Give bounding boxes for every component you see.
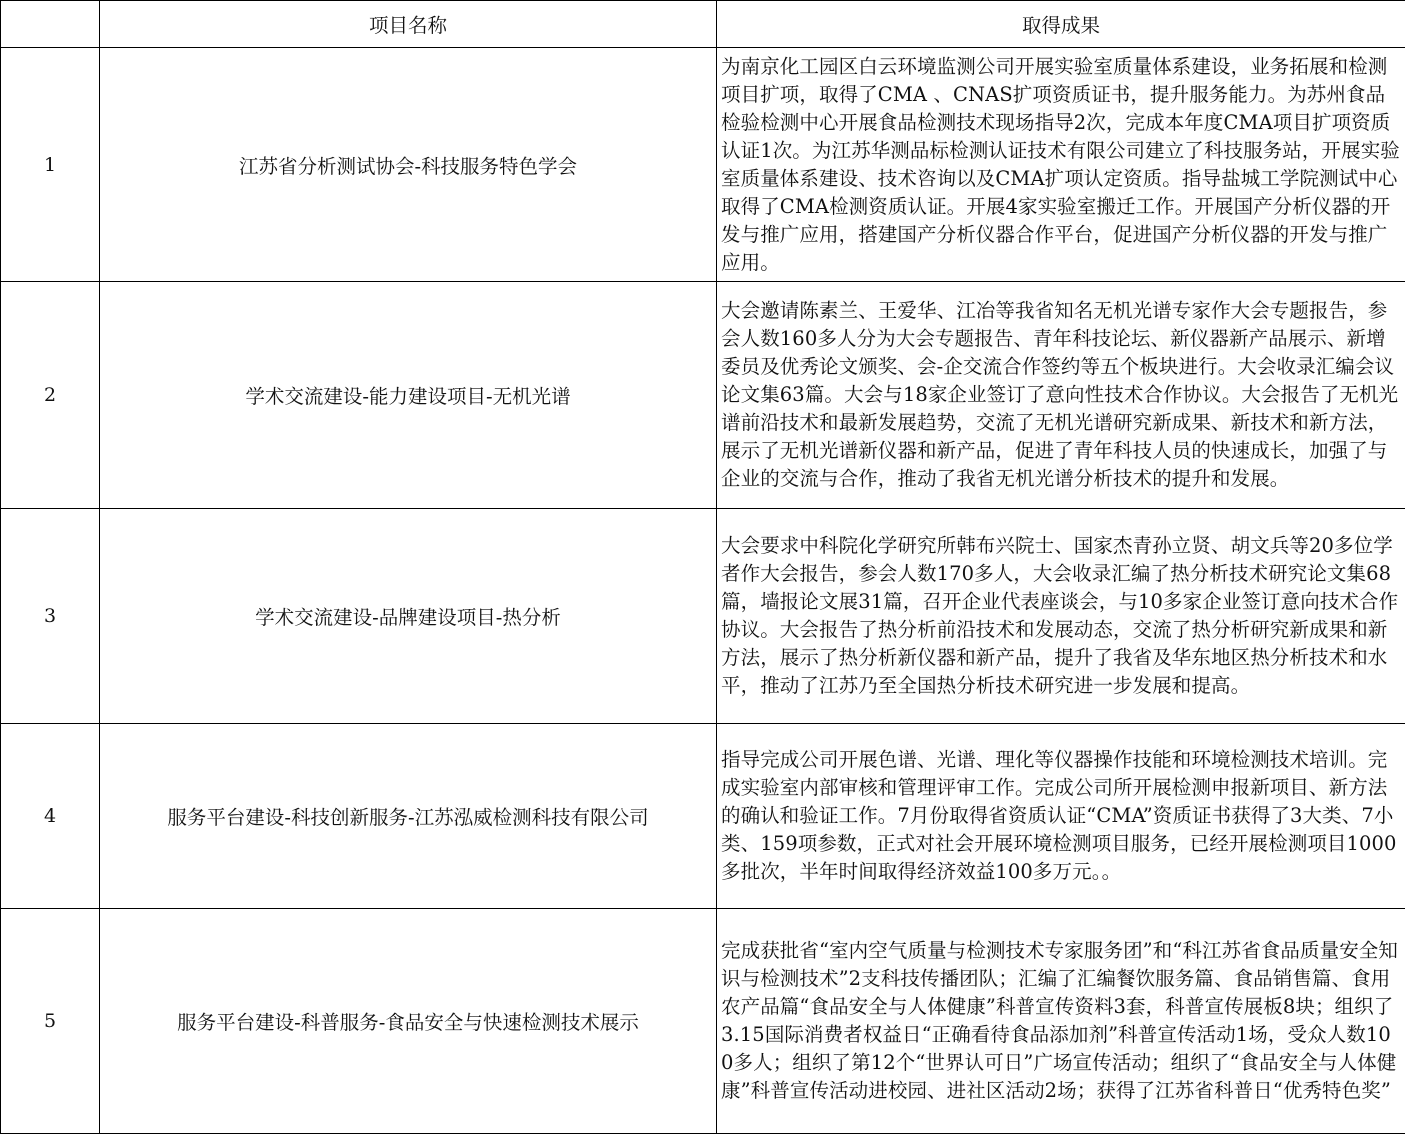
project-result: 大会邀请陈素兰、王爱华、江冶等我省知名无机光谱专家作大会专题报告，参会人数160多人分为大会专题报告、青年科技论坛、新仪器新产品展示、新增委员及优秀论文颁奖、会-企交流合作签约等五个板块进行。大会收录汇编会议论文集63篇。大会与18家企业签订了意向性技术合作协议。大会报告了无机光谱前沿技术和最新发展趋势，交流了无机光谱研究新成果、新技术和新方法，展示了无机光谱新仪器和新产品，促进了青年科技人员的快速成长，加强了与企业的交流与合作，推动了我省无机光谱分析技术的提升和发展。 — [717, 282, 1405, 509]
project-result: 大会要求中科院化学研究所韩布兴院士、国家杰青孙立贤、胡文兵等20多位学者作大会报告，参会人数170多人，大会收录汇编了热分析技术研究论文集68篇，墙报论文展31篇，召开企业代表座谈会，与10多家企业签订意向技术合作协议。大会报告了热分析前沿技术和发展动态，交流了热分析研究新成果和新方法，展示了热分析新仪器和新产品，提升了我省及华东地区热分析技术和水平，推动了江苏乃至全国热分析技术研究进一步发展和提高。 — [717, 509, 1405, 724]
project-name: 学术交流建设-品牌建设项目-热分析 — [100, 509, 717, 724]
project-result: 为南京化工园区白云环境监测公司开展实验室质量体系建设，业务拓展和检测项目扩项，取得了CMA 、CNAS扩项资质证书，提升服务能力。为苏州食品检验检测中心开展食品检测技术现场指导2次，完成本年度CMA项目扩项资质认证1次。为江苏华测品标检测认证技术有限公司建立了科技服务站，开展实验室质量体系建设、技术咨询以及CMA扩项认定资质。指导盐城工学院测试中心取得了CMA检测资质认证。开展4家实验室搬迁工作。开展国产分析仪器的开发与推广应用，搭建国产分析仪器合作平台，促进国产分析仪器的开发与推广应用。 — [717, 48, 1405, 282]
project-result: 指导完成公司开展色谱、光谱、理化等仪器操作技能和环境检测技术培训。完成实验室内部审核和管理评审工作。完成公司所开展检测申报新项目、新方法的确认和验证工作。7月份取得省资质认证“CMA”资质证书获得了3大类、7小类、159项参数，正式对社会开展环境检测项目服务，已经开展检测项目1000多批次，半年时间取得经济效益100多万元。。 — [717, 724, 1405, 909]
project-name: 服务平台建设-科技创新服务-江苏泓威检测科技有限公司 — [100, 724, 717, 909]
header-index — [1, 1, 100, 48]
project-name: 服务平台建设-科普服务-食品安全与快速检测技术展示 — [100, 909, 717, 1134]
project-result: 完成获批省“室内空气质量与检测技术专家服务团”和“科江苏省食品质量安全知识与检测技术”2支科技传播团队；汇编了汇编餐饮服务篇、食品销售篇、食用农产品篇“食品安全与人体健康”科普宣传资料3套，科普宣传展板8块；组织了3.15国际消费者权益日“正确看待食品添加剂”科普宣传活动1场，受众人数100多人；组织了第12个“世界认可日”广场宣传活动；组织了“食品安全与人体健康”科普宣传活动进校园、进社区活动2场；获得了江苏省科普日“优秀特色奖” — [717, 909, 1405, 1134]
header-row — [1, 1, 1405, 48]
table-row — [1, 724, 1405, 909]
row-index: 3 — [1, 509, 100, 724]
header-result: 取得成果 — [717, 1, 1405, 48]
row-index: 1 — [1, 48, 100, 282]
header-project-name: 项目名称 — [100, 1, 717, 48]
table-row — [1, 282, 1405, 509]
project-name: 江苏省分析测试协会-科技服务特色学会 — [100, 48, 717, 282]
table-row — [1, 509, 1405, 724]
table-row — [1, 48, 1405, 282]
row-index: 2 — [1, 282, 100, 509]
row-index: 5 — [1, 909, 100, 1134]
project-name: 学术交流建设-能力建设项目-无机光谱 — [100, 282, 717, 509]
row-index: 4 — [1, 724, 100, 909]
table-row — [1, 909, 1405, 1134]
